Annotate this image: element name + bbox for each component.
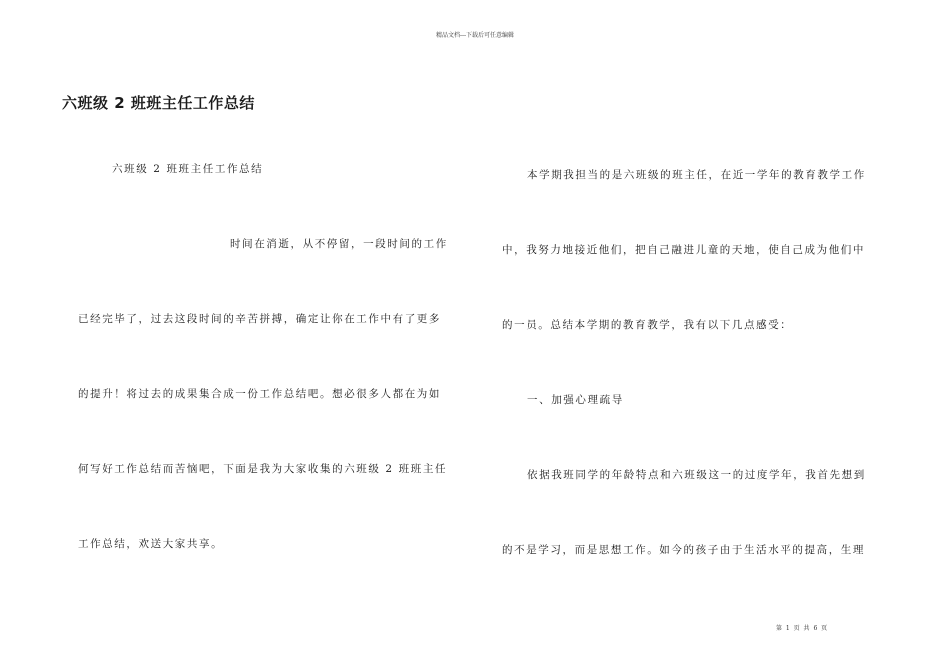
section-heading: 一、加强心理疏导 [527, 394, 624, 406]
right-line: 的一员。总结本学期的教育教学，我有以下几点感受： [502, 319, 793, 331]
right-line: 的不是学习，而是思想工作。如今的孩子由于生活水平的提高，生理 [502, 544, 865, 556]
right-line: 本学期我担当的是六班级的班主任，在近一学年的教育教学工作 [527, 169, 866, 181]
left-line: 时间在消逝，从不停留，一段时间的工作 [230, 238, 448, 250]
right-line: 依据我班同学的年龄特点和六班级这一的过度学年，我首先想到 [527, 469, 866, 481]
left-line: 工作总结，欢送大家共享。 [78, 538, 224, 550]
left-subtitle: 六班级 2 班班主任工作总结 [112, 163, 264, 175]
left-line: 已经完毕了，过去这段时间的辛苦拼搏，确定让你在工作中有了更多 [78, 313, 441, 325]
document-title: 六班级 2 班班主任工作总结 [62, 94, 255, 112]
page-number: 第 1 页 共 6 页 [776, 625, 829, 632]
header-note: 精品文档---下载后可任意编辑 [435, 32, 515, 39]
left-line: 何写好工作总结而苦恼吧，下面是我为大家收集的六班级 2 班班主任 [78, 463, 448, 475]
right-line: 中，我努力地接近他们，把自己融进儿童的天地，使自己成为他们中 [502, 244, 865, 256]
left-line: 的提升！将过去的成果集合成一份工作总结吧。想必很多人都在为如 [78, 388, 441, 400]
